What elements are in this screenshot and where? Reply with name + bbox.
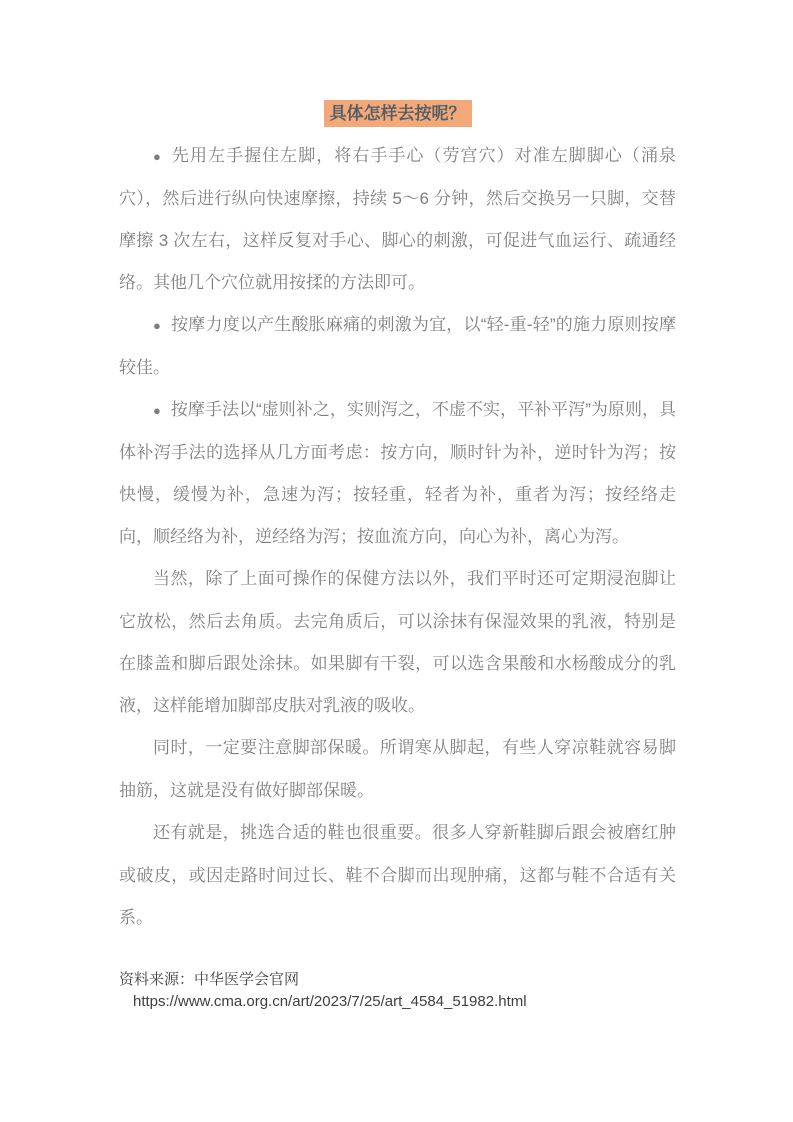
paragraph-bullet-1 [119, 135, 676, 304]
paragraph-4 [119, 558, 676, 727]
paragraph-bullet-2 [119, 304, 676, 389]
bullet-icon: ● [153, 149, 162, 164]
section-heading: 具体怎样去按呢？ [324, 100, 472, 127]
paragraph-text: 还有就是，挑选合适的鞋也很重要。很多人穿新鞋脚后跟会被磨红肿或破皮，或因走路时间过长、鞋不合脚而出现肿痛，这都与鞋不合适有关系。 [119, 823, 676, 927]
source-footer [119, 969, 676, 1013]
paragraph-bullet-3 [119, 389, 676, 558]
paragraph-text: 按摩手法以“虚则补之，实则泻之，不虚不实，平补平泻”为原则，具体补泻手法的选择从几方面考虑：按方向，顺时针为补，逆时针为泻；按快慢，缓慢为补，急速为泻；按轻重，轻者为补，重者为泻；按经络走向，顺经络为补，逆经络为泻；按血流方向，向心为补，离心为泻。 [119, 400, 676, 546]
paragraph-text: 同时，一定要注意脚部保暖。所谓寒从脚起，有些人穿凉鞋就容易脚抽筋，这就是没有做好脚部保暖。 [119, 738, 676, 800]
source-url: https://www.cma.org.cn/art/2023/7/25/art_4584_51982.html [133, 993, 527, 1010]
paragraph-5 [119, 727, 676, 812]
paragraph-text: 先用左手握住左脚，将右手手心（劳宫穴）对准左脚脚心（涌泉穴），然后进行纵向快速摩擦，持续 5～6 分钟，然后交换另一只脚，交替摩擦 3 次左右，这样反复对手心、脚心的刺激，可促进气血运行、疏通经络。其他几个穴位就用按揉的方法即可。 [119, 146, 677, 292]
heading-row [119, 93, 676, 135]
paragraph-text: 按摩力度以产生酸胀麻痛的刺激为宜，以“轻-重-轻”的施力原则按摩较佳。 [119, 315, 676, 377]
source-label: 资料来源：中华医学会官网 [119, 971, 300, 988]
paragraph-text: 当然，除了上面可操作的保健方法以外，我们平时还可定期浸泡脚让它放松，然后去角质。去完角质后，可以涂抹有保湿效果的乳液，特别是在膝盖和脚后跟处涂抹。如果脚有干裂，可以选含果酸和水杨酸成分的乳液，这样能增加脚部皮肤对乳液的吸收。 [119, 569, 676, 715]
paragraph-6 [119, 812, 676, 939]
bullet-icon: ● [153, 403, 161, 418]
bullet-icon: ● [153, 318, 162, 333]
